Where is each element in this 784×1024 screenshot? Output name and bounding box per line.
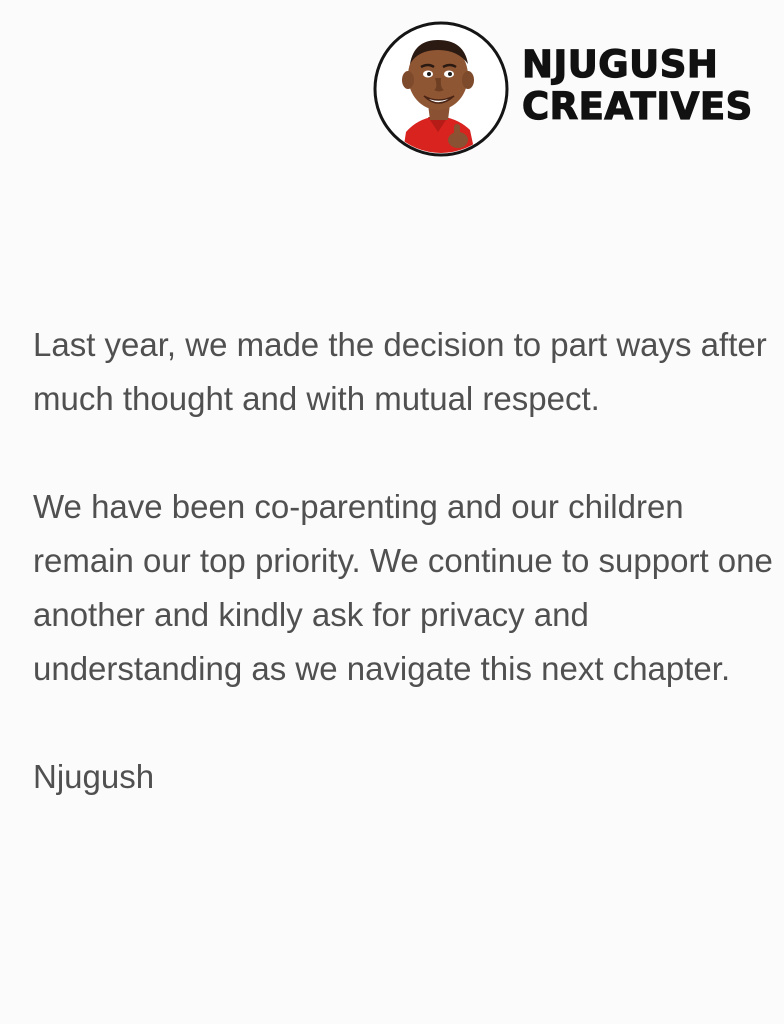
statement-paragraph: We have been co-parenting and our children remain our top priority. We continue to support one another and kindly ask for privacy and understanding as we navigate this next chapter. xyxy=(33,488,773,687)
brand-name-line2: CREATIVES xyxy=(522,85,753,128)
caricature-avatar-icon xyxy=(372,20,510,158)
statement-body xyxy=(33,318,773,804)
signature: Njugush xyxy=(33,758,155,795)
brand-name-line1: NJUGUSH xyxy=(522,43,719,86)
statement-paragraph: Last year, we made the decision to part ways after much thought and with mutual respect. xyxy=(33,326,767,417)
brand-name xyxy=(522,44,753,128)
brand-logo xyxy=(372,20,768,160)
